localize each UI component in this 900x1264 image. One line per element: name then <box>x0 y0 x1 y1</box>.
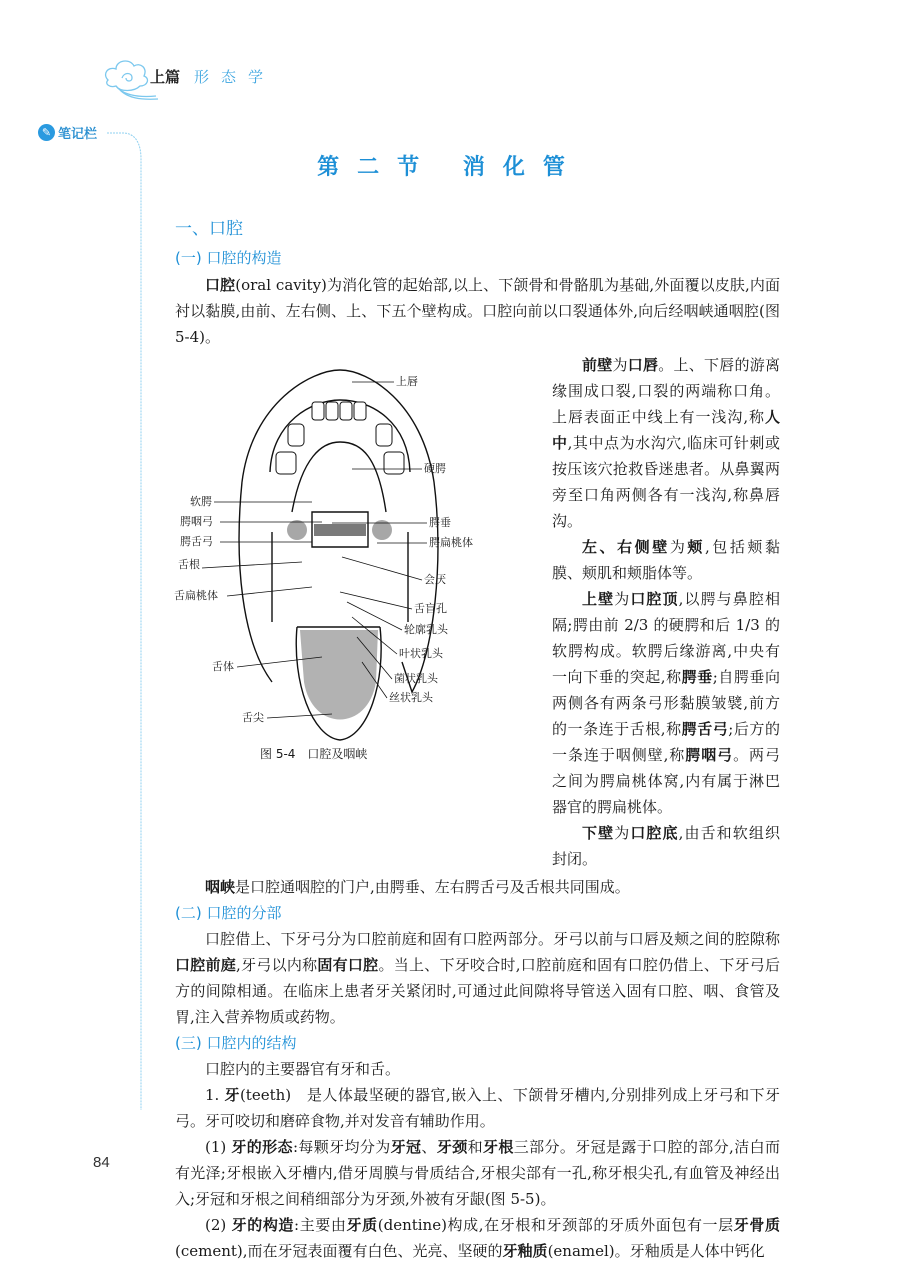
bold-term: 牙冠 <box>390 1138 422 1156</box>
text-run: (dentine)构成,在牙根和牙颈部的牙质外面包有一层 <box>377 1216 734 1234</box>
bold-term: 口腔前庭 <box>175 956 237 974</box>
bold-term: 上壁 <box>582 590 615 608</box>
page-number: 84 <box>93 1154 110 1171</box>
oral-cavity-illustration <box>172 362 502 742</box>
text-run: 。当上、下牙咬合时,口腔前庭和固有口腔仍借上、下牙弓后方的间隙相通。在临床上患者牙关紧闭时,可通过此间隙将导管送入固有口腔、咽、食管及胃,注入营养物质或药物。 <box>175 956 780 1026</box>
bold-term: 牙质 <box>346 1216 378 1234</box>
label-soft-palate: 软腭 <box>190 495 212 508</box>
text-run: ,由舌和软组织封闭。 <box>552 824 780 868</box>
paragraph <box>175 272 780 350</box>
bold-term: 前壁 <box>582 356 613 374</box>
text-run: 、 <box>421 1138 437 1156</box>
text-run: ,其中点为水沟穴,临床可针刺或按压该穴抢救昏迷患者。从鼻翼两旁至口角两侧各有一浅沟,称鼻唇沟。 <box>552 434 780 530</box>
text-run: (2) <box>205 1216 232 1234</box>
heading-oral-cavity: 一、口腔 <box>175 219 243 239</box>
label-upper-lip: 上唇 <box>396 375 418 388</box>
bold-term: 固有口腔 <box>317 956 379 974</box>
paragraph <box>175 1212 780 1264</box>
label-vallate-papillae: 轮廓乳头 <box>404 623 448 636</box>
bold-term: 口腔顶 <box>630 590 679 608</box>
bold-term: 牙颈 <box>436 1138 468 1156</box>
bold-term: 口唇 <box>627 356 659 374</box>
text-run: ;自腭垂向两侧各有两条弓形黏膜皱襞,前方的一条连于舌根,称 <box>552 668 780 738</box>
subheading-structure: (一) 口腔的构造 <box>175 249 282 267</box>
paragraph <box>175 1082 780 1134</box>
bold-term: 牙的形态 <box>231 1138 293 1156</box>
paragraph <box>552 352 780 534</box>
bold-term: 下壁 <box>582 824 615 842</box>
running-header <box>150 66 275 87</box>
text-run: (enamel)。牙釉质是人体中钙化 <box>547 1242 765 1260</box>
text-run: 为 <box>669 538 688 556</box>
bold-term: 牙的构造 <box>231 1216 295 1234</box>
bold-term: 牙骨质 <box>733 1216 780 1234</box>
text-run: 为 <box>614 824 631 842</box>
text-run: ,牙弓以内称 <box>236 956 318 974</box>
label-tongue-root: 舌根 <box>178 558 200 571</box>
paragraph <box>175 1134 780 1212</box>
paragraph <box>175 926 780 1030</box>
bold-term: 咽峡 <box>205 878 236 896</box>
bold-term: 颊 <box>687 538 705 556</box>
text-run: :每颗牙均分为 <box>292 1138 391 1156</box>
right-column <box>552 352 780 872</box>
bold-term: 腭咽弓 <box>685 746 734 764</box>
header-part: 上篇 <box>150 68 181 86</box>
label-fungiform-papillae: 菌状乳头 <box>394 672 438 685</box>
notes-label: 笔记栏 <box>58 127 98 142</box>
text-run: 口腔借上、下牙弓分为口腔前庭和固有口腔两部分。牙弓以前与口唇及颊之间的腔隙称 <box>205 930 780 948</box>
lower-body <box>175 874 780 1264</box>
notes-column-label <box>38 123 97 142</box>
label-tongue-body: 舌体 <box>212 660 234 673</box>
label-foramen-cecum: 舌盲孔 <box>414 602 447 615</box>
bold-term: 牙 <box>224 1086 240 1104</box>
label-filiform-papillae: 丝状乳头 <box>389 691 433 704</box>
bold-term: 牙根 <box>482 1138 514 1156</box>
header-subject: 形态学 <box>194 68 276 86</box>
text-run: ;后方的一条连于咽侧壁,称 <box>552 720 780 764</box>
label-foliate-papillae: 叶状乳头 <box>399 647 443 660</box>
text-run: 三部分。牙冠是露于口腔的部分,洁白而有光泽;牙根嵌入牙槽内,借牙周膜与骨质结合,牙根尖部有一孔,称牙根尖孔,有血管及神经出入;牙冠和牙根之间稍细部分为牙颈,外被有牙龈(图 5-5)。 <box>175 1138 780 1208</box>
text-run: 1. <box>205 1086 225 1104</box>
text-run: :主要由 <box>294 1216 347 1234</box>
bold-term: 腭垂 <box>681 668 713 686</box>
label-uvula: 腭垂 <box>429 516 451 529</box>
section-title-text: 第二节 消化管 <box>317 155 583 180</box>
bold-term: 人中 <box>552 408 780 452</box>
text-run: 为 <box>614 590 631 608</box>
paragraph <box>552 586 780 820</box>
text-run: ,包括颊黏膜、颊肌和颊脂体等。 <box>552 538 780 582</box>
text-run: (1) <box>205 1138 232 1156</box>
section-title <box>0 150 900 181</box>
paragraph <box>552 534 780 586</box>
text-run: 和 <box>467 1138 483 1156</box>
label-tongue-tip: 舌尖 <box>242 711 264 724</box>
subheading-inner-structure: (三) 口腔内的结构 <box>175 1034 297 1052</box>
bold-term: 牙釉质 <box>502 1242 548 1260</box>
label-palatine-tonsil: 腭扁桃体 <box>429 536 473 549</box>
text-run: ,以腭与鼻腔相隔;腭由前 2/3 的硬腭和后 1/3 的软腭构成。软腭后缘游离,中央有一向下垂的突起,称 <box>552 590 780 686</box>
text-run: (oral cavity)为消化管的起始部,以上、下颌骨和骨骼肌为基础,外面覆以皮肤,内面衬以黏膜,由前、左右侧、上、下五个壁构成。口腔向前以口裂通体外,向后经咽峡通咽腔(图 5-4)。 <box>175 276 780 346</box>
label-hard-palate: 硬腭 <box>424 462 446 475</box>
bold-term: 口腔底 <box>630 824 679 842</box>
bold-term: 左、右侧壁 <box>582 538 670 556</box>
figure-caption: 图 5-4 口腔及咽峡 <box>260 747 368 761</box>
text-run: 口腔内的主要器官有牙和舌。 <box>205 1060 401 1078</box>
subheading-division: (二) 口腔的分部 <box>175 904 282 922</box>
label-epiglottis: 会厌 <box>424 573 446 586</box>
label-palatopharyngeal-arch: 腭咽弓 <box>180 515 213 528</box>
bold-term: 腭舌弓 <box>681 720 729 738</box>
text-run: 。两弓之间为腭扁桃体窝,内有属于淋巴器官的腭扁桃体。 <box>552 746 780 816</box>
paragraph <box>175 874 780 900</box>
label-lingual-tonsil: 舌扁桃体 <box>174 589 218 602</box>
text-run: 。上、下唇的游离缘围成口裂,口裂的两端称口角。上唇表面正中线上有一浅沟,称 <box>552 356 780 426</box>
paragraph <box>552 820 780 872</box>
paragraph <box>175 1056 780 1082</box>
pencil-note-icon: ✎ <box>38 124 55 141</box>
text-run: (cement),而在牙冠表面覆有白色、光亮、坚硬的 <box>175 1242 503 1260</box>
notes-divider-line <box>105 125 150 1115</box>
bold-term: 口腔 <box>205 276 236 294</box>
text-run: (teeth) 是人体最坚硬的器官,嵌入上、下颌骨牙槽内,分别排列成上牙弓和下牙弓。牙可咬切和磨碎食物,并对发音有辅助作用。 <box>175 1086 780 1130</box>
text-run: 为 <box>612 356 628 374</box>
figure-oral-cavity <box>172 362 502 742</box>
text-run: 是口腔通咽腔的门户,由腭垂、左右腭舌弓及舌根共同围成。 <box>235 878 630 896</box>
label-palatoglossal-arch: 腭舌弓 <box>180 535 213 548</box>
